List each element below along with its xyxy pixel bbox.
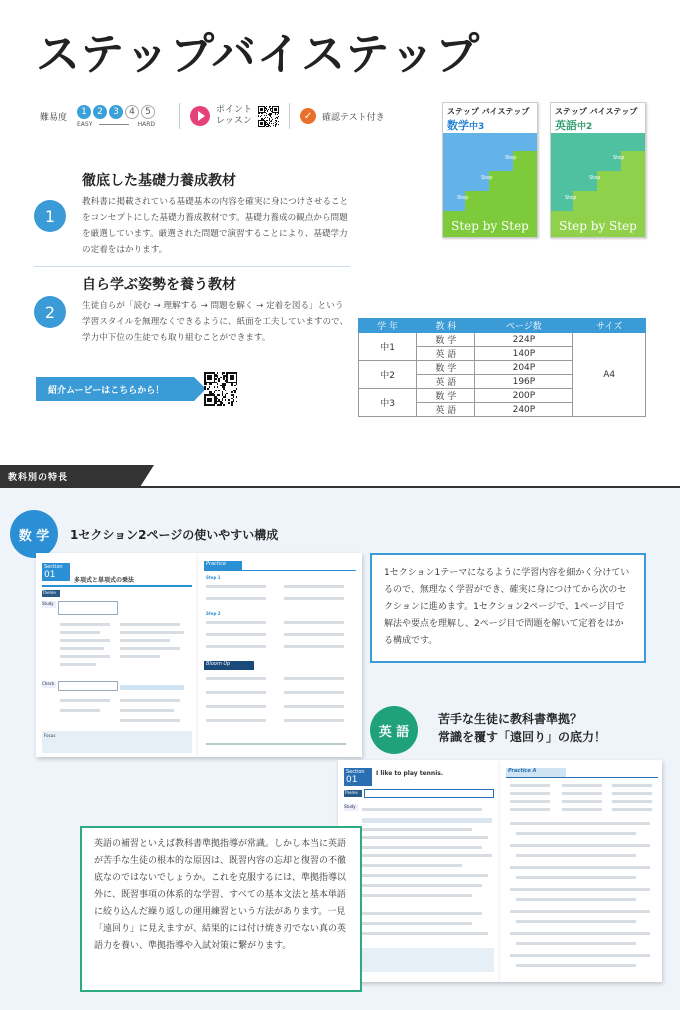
spec-pages: 140P [475, 347, 573, 361]
spec-subject: 数 学 [417, 361, 475, 375]
spec-subject: 数 学 [417, 333, 475, 347]
spec-subject: 英 語 [417, 347, 475, 361]
math-page-left [36, 553, 198, 757]
table-row [359, 333, 646, 347]
math-badge: 数 学 [10, 510, 58, 558]
feature-heading: 自ら学ぶ姿勢を養う教材 [82, 277, 236, 293]
step1-label: Step 1 [206, 575, 221, 580]
section-rule [0, 486, 680, 488]
difficulty-easy-label: EASY [77, 120, 93, 128]
spec-header-pages: ページ数 [475, 319, 573, 333]
english-heading-line2: 常識を覆す「遠回り」の底力！ [438, 730, 607, 744]
page-title: ステップバイステップ [36, 29, 481, 80]
section-title: 多項式と単項式の乗法 [74, 577, 135, 584]
book-cover-title: Step by Step [559, 219, 637, 233]
spec-table [358, 318, 646, 417]
difficulty-dot: 4 [125, 105, 139, 119]
spec-pages: 224P [475, 333, 573, 347]
play-icon [190, 106, 210, 126]
spec-pages: 200P [475, 389, 573, 403]
spec-pages: 196P [475, 375, 573, 389]
section-tab: 教科別の特長 [0, 465, 140, 487]
bloom-up-label: Bloom Up [204, 661, 254, 670]
section-label: Section [346, 769, 365, 775]
english-heading [438, 710, 606, 746]
section-number: 01 [346, 775, 358, 785]
spec-pages: 240P [475, 403, 573, 417]
difficulty-dot: 3 [109, 105, 123, 119]
intro-movie-button[interactable]: 紹介ムービーはこちらから！ [36, 377, 194, 401]
spec-subject: 数 学 [417, 389, 475, 403]
spec-subject: 英 語 [417, 375, 475, 389]
meta-divider [179, 103, 180, 129]
theme-label: Theme [42, 590, 60, 597]
spec-grade: 中1 [359, 333, 417, 361]
difficulty-scale [77, 105, 155, 128]
difficulty-dot: 5 [141, 105, 155, 119]
spec-grade: 中3 [359, 389, 417, 417]
feature-divider [34, 266, 350, 267]
meta-divider [289, 103, 290, 129]
spec-header-size: サイズ [573, 319, 646, 333]
english-page-left [338, 760, 500, 982]
practice-label: Practice A [506, 768, 566, 777]
study-label: Study [344, 804, 358, 811]
section-number: 01 [44, 570, 56, 580]
difficulty-dot: 1 [77, 105, 91, 119]
book-step-word: Step [457, 195, 469, 201]
check-label: Check [42, 681, 55, 686]
english-note: 英語の補習といえば教科書準拠指導が常識。しかし本当に英語が苦手な生徒の根本的な原因は、既習内容の忘却と復習の不徹底なのではないでしょうか。これを克服するには、準拠指導以外に、既習事項の体系的な学習、すべての基本文法と基本単語に絞り込んだ繰り返しの運用練習という方法があります。一見「遠回り」に見えますが、結果的には付け焼き刃でない真の英語力を養い、準拠指導や入試対策に繋がります。 [80, 826, 362, 992]
section-title: I like to play tennis. [376, 770, 444, 777]
book-series: ステップ バイステップ [447, 107, 530, 116]
feature-heading: 徹底した基礎力養成教材 [82, 173, 236, 189]
difficulty-hard-label: HARD [137, 120, 156, 128]
difficulty-label: 難易度 [40, 112, 68, 123]
book-subject: 数学中3 [447, 119, 485, 132]
book-step-word: Step [613, 155, 625, 161]
meta-row [40, 100, 385, 132]
book-stair-art [551, 133, 645, 237]
point-lesson-line1: ポイント [216, 105, 253, 115]
book-step-word: Step [565, 195, 577, 201]
spec-subject: 英 語 [417, 403, 475, 417]
qr-code-icon[interactable] [258, 106, 279, 127]
feature-body: 生徒自らが「読む → 理解する → 問題を解く → 定着を図る」という学習スタイルを無理なくできるように、紙面を工夫していますので、学力中下位の生徒でも取り組むことができます。 [82, 301, 349, 343]
spec-size: A4 [573, 333, 646, 417]
spec-header-grade: 学 年 [359, 319, 417, 333]
feature-body: 教科書に掲載されている基礎基本の内容を確実に身につけさせることをコンセプトにした基礎力養成教材です。基礎力養成の観点から問題を厳選しています。厳選された問題で演習することにより、基礎学力の定着をはかります。 [82, 197, 349, 255]
spec-grade: 中2 [359, 361, 417, 389]
english-heading-line1: 苦手な生徒に教科書準拠？ [438, 712, 583, 726]
book-stair-art [443, 133, 537, 237]
focus-label: Focus [44, 733, 56, 738]
book-cover-english [550, 102, 646, 238]
book-step-word: Step [505, 155, 517, 161]
book-step-word: Step [481, 175, 493, 181]
spec-header-subject: 教 科 [417, 319, 475, 333]
movie-qr-code-icon[interactable] [204, 372, 238, 406]
point-lesson-line2: レッスン [216, 116, 252, 126]
spec-pages: 204P [475, 361, 573, 375]
book-subject: 英語中2 [555, 119, 593, 132]
check-icon: ✓ [300, 108, 316, 124]
theme-label: Theme [344, 790, 362, 797]
book-cover-math [442, 102, 538, 238]
section-label: Section [44, 564, 63, 570]
book-cover-title: Step by Step [451, 219, 529, 233]
math-note: 1セクション1テーマになるように学習内容を細かく分けているので、無理なく学習ができ、確実に身につけてから次のセクションに進めます。1セクション2ページで、1ページ目で解法や要点を理解し、2ページ目で問題を解いて定着をはかる構成です。 [370, 553, 646, 663]
practice-label: Practice [204, 561, 242, 570]
feature-number: 2 [34, 296, 66, 328]
english-page-right [500, 760, 662, 982]
step2-label: Step 2 [206, 611, 221, 616]
point-lesson-label [216, 105, 252, 127]
math-heading: 1セクション2ページの使いやすい構成 [70, 528, 279, 542]
study-label: Study [42, 601, 56, 608]
check-test-label: 確認テスト付き [322, 112, 385, 123]
math-page-right [198, 553, 362, 757]
difficulty-dot: 2 [93, 105, 107, 119]
feature-number: 1 [34, 200, 66, 232]
book-step-word: Step [589, 175, 601, 181]
english-badge: 英 語 [370, 706, 418, 754]
book-series: ステップ バイステップ [555, 107, 638, 116]
